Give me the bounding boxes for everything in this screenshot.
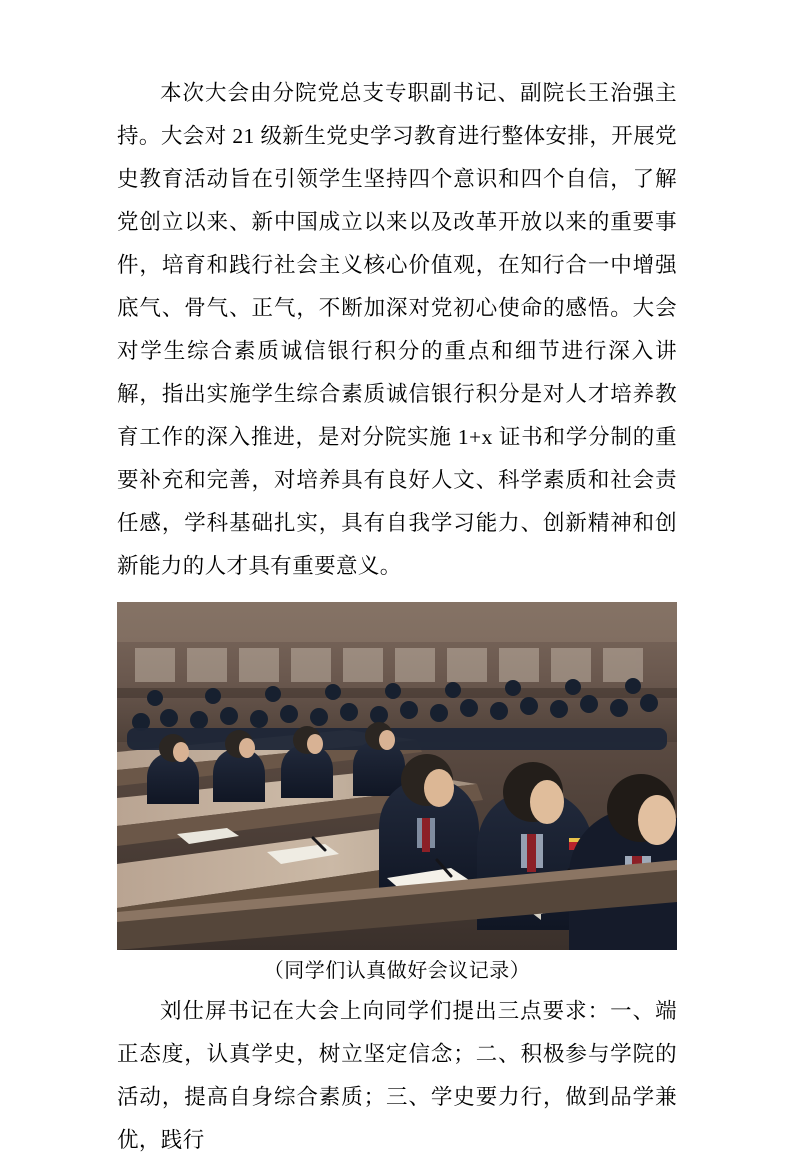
paragraph-one: 本次大会由分院党总支专职副书记、副院长王治强主持。大会对 21 级新生党史学习教育进行整体安排，开展党史教育活动旨在引领学生坚持四个意识和四个自信，了解党创立以来、新中国成立以来以及改革开放以来的重要事件，培育和践行社会主义核心价值观，在知行合一中增强底气、骨气、正气，不断加深对党初心使命的感悟。大会对学生综合素质诚信银行积分的重点和细节进行深入讲解，指出实施学生综合素质诚信银行积分是对人才培养教育工作的深入推进，是对分院实施 1+x 证书和学分制的重要补充和完善，对培养具有良好人文、科学素质和社会责任感，学科基础扎实，具有自我学习能力、创新精神和创新能力的人才具有重要意义。	[117, 81, 677, 578]
meeting-photo-illustration	[117, 602, 677, 950]
document-body	[117, 72, 677, 1162]
meeting-photo	[117, 602, 677, 950]
paragraph-two: 刘仕屏书记在大会上向同学们提出三点要求：一、端正态度，认真学史，树立坚定信念；二、积极参与学院的活动，提高自身综合素质；三、学史要力行，做到品学兼优，践行	[117, 999, 677, 1152]
image-caption: （同学们认真做好会议记录）	[263, 960, 531, 982]
